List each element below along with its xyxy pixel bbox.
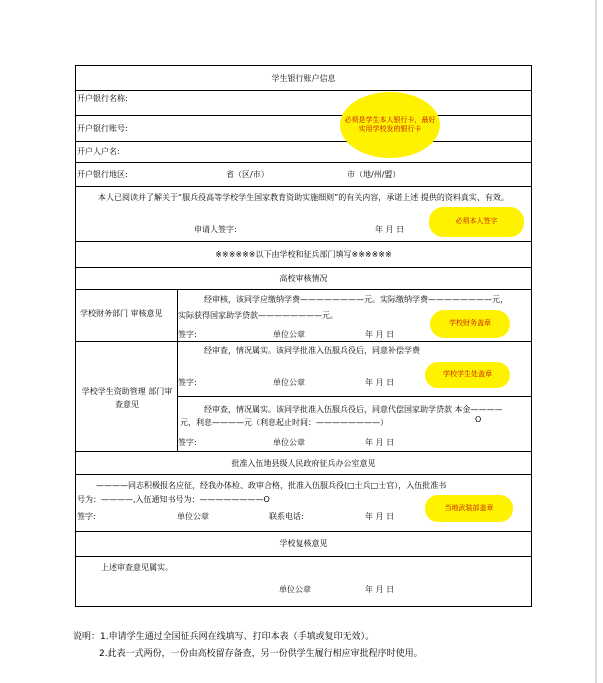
aid-circle: O (475, 415, 482, 424)
army-date: 年 月 日 (365, 512, 395, 521)
college-review-title-row (76, 268, 531, 290)
army-office-title: 批准入伍地县级人民政府征兵办公室意见 (231, 459, 376, 468)
armed-forces-seal-callout: 当地武装部盖章 (425, 495, 513, 522)
aid-sign-label-2: 签字: (178, 438, 197, 447)
aid-sign-label-1: 签字: (178, 378, 197, 387)
recheck-row (76, 557, 531, 606)
school-section-divider-row (76, 242, 531, 268)
army-office-title-row (76, 452, 531, 475)
aid-date-1: 年 月 日 (365, 378, 395, 387)
self-sign-callout: 必须本人签字 (429, 207, 524, 237)
city-label: 市（地/州/盟） (347, 170, 401, 179)
army-text-line2: 号为：————,入伍通知书号为：————————O (77, 495, 270, 504)
finance-seal-callout: 学校财务盖章 (430, 310, 510, 338)
bank-card-callout: 必须是学生本人银行卡，最好实用学校发的银行卡 (340, 92, 440, 158)
note-line-2: 2.此表一式两份，一份由高校留存备查，另一份供学生履行相应审批程序时使用。 (99, 649, 423, 659)
aid-text-line2: 经审查，情况属实。该同学批准入伍服兵役后，同意代偿国家助学贷款 本金————元，利息————元（利息起止时间：————————） (180, 405, 503, 427)
applicant-sign-date: 年 月 日 (375, 225, 405, 234)
bank-account-row (76, 116, 531, 142)
recheck-title-row (76, 532, 531, 557)
recheck-title: 学校复核意见 (279, 539, 328, 548)
army-contact-label: 联系电话: (269, 512, 304, 521)
bank-name-row (76, 91, 531, 116)
bank-info-title-row (76, 66, 531, 91)
school-section-divider: ※※※※※※以下由学校和征兵部门填写※※※※※※ (215, 250, 392, 259)
aid-dept-label: 学校学生资助管理 部门审查意见 (81, 387, 173, 409)
army-unit-seal: 单位公章 (177, 512, 209, 521)
note-line-1: 说明：1.申请学生通过全国征兵网在线填写、打印本表（手填或复印无效）。 (73, 632, 375, 642)
bank-name-label: 开户银行名称: (77, 94, 128, 103)
aid-unit-seal-1: 单位公章 (273, 378, 305, 387)
finance-text-line1: 经审核，该同学应缴纳学费————————元。实际缴纳学费————————元， (204, 295, 508, 304)
finance-unit-seal: 单位公章 (273, 330, 305, 339)
aid-review-row (76, 342, 531, 452)
province-label: 省（区/市） (226, 170, 269, 179)
page-edge (595, 0, 597, 683)
recheck-unit-seal: 单位公章 (279, 585, 311, 594)
account-holder-row (76, 142, 531, 163)
aid-date-2: 年 月 日 (365, 438, 395, 447)
recheck-date: 年 月 日 (365, 585, 395, 594)
finance-dept-label: 学校财务部门 审核意见 (80, 309, 163, 318)
student-office-seal-callout: 学校学生处盖章 (425, 362, 510, 388)
bank-region-row (76, 163, 531, 187)
army-sign-label: 签字: (77, 512, 96, 521)
army-text-line1: ————同志积极报名应征，经我办体检、政审合格，批准入伍服兵役(□士兵□士官），入伍批准书 (96, 481, 447, 490)
recheck-text: 上述审查意见属实。 (101, 563, 173, 572)
college-review-title: 高校审核情况 (279, 274, 328, 283)
declaration-text: 本人已阅读并了解关于“服兵役高等学校学生国家教育资助实施细则”的有关内容，承诺上述 提供的资料真实、有效。 (98, 193, 509, 202)
bank-region-label: 开户银行地区: (77, 170, 128, 179)
account-holder-label: 开户人户名: (77, 147, 120, 156)
finance-text-line2: 实际获得国家助学贷款————————元。 (178, 311, 338, 320)
finance-date: 年 月 日 (365, 330, 395, 339)
applicant-sign-label: 申请人签字: (194, 225, 237, 234)
aid-unit-seal-2: 单位公章 (273, 438, 305, 447)
bank-account-label: 开户银行账号: (77, 124, 128, 133)
aid-text-line1: 经审查，情况属实。该同学批准入伍服兵役后，同意补偿学费 (204, 346, 420, 355)
finance-sign-label: 签字: (178, 330, 197, 339)
bank-info-title: 学生银行账户信息 (271, 74, 336, 83)
aid-inner-divider (177, 396, 531, 397)
